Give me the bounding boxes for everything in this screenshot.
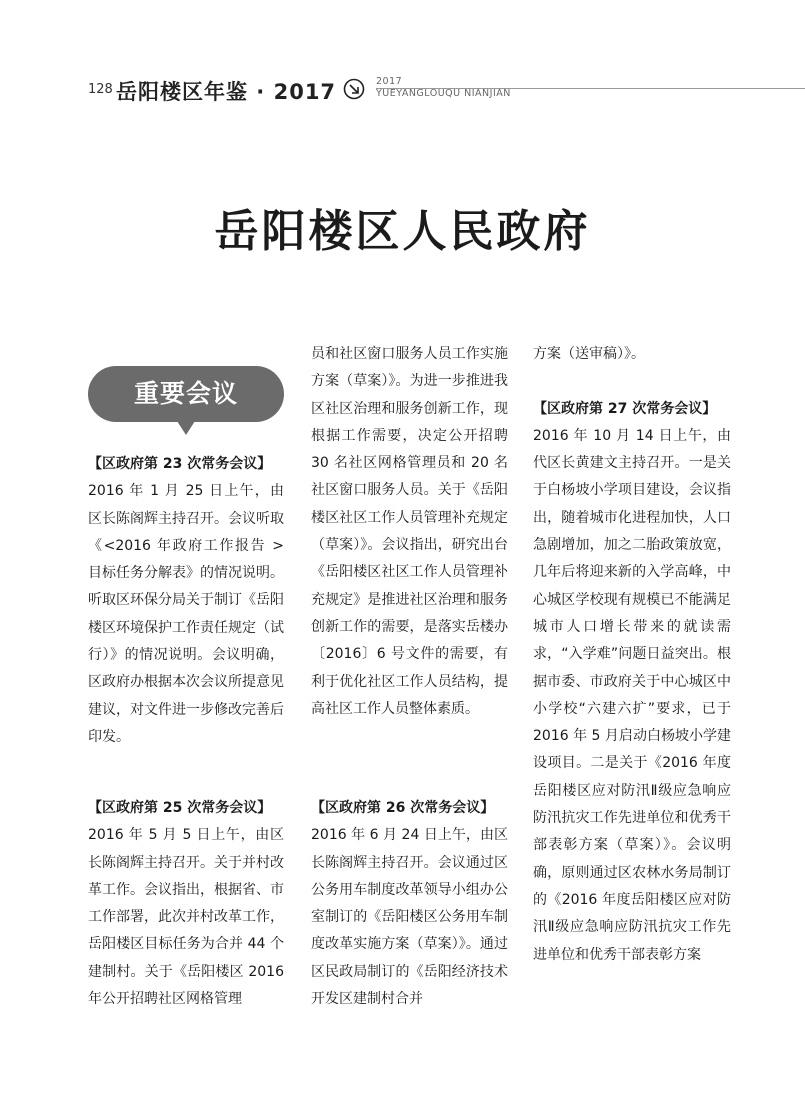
meeting-body: 方案（送审稿）》。 (533, 346, 645, 362)
header-pinyin: YUEYANGLOUQU NIANJIAN (376, 88, 511, 99)
section-label-pointer (177, 421, 195, 435)
paragraph-gap (533, 368, 731, 395)
meeting-body: 2016 年 10 月 14 日上午，由代区长黄建文主持召开。一是关于白杨坡小学项目建设，会议指出，随着城市化进程加快，人口急剧增加，加之二胎政策放宽，几年后将迎来新的入学高峰，中心城区学校现有规模已不能满足城市人口增长带来的就读需求，“入学难”问题日益突出。根据市委、市政府关于中心城区中小学校“六建六扩”要求，已于 2016 年 5 月启动白杨坡小学建设项目。二是关于《2016 年度岳阳楼区应对防汛Ⅱ级应急响应防汛抗灾工作先进单位和优秀干部表彰方案（草案）》。会议明确，原则通过区农林水务局制订的《2016 年度岳阳楼区应对防汛Ⅱ级应急响应防汛抗灾工作先进单位和优秀干部表彰方案 (533, 427, 731, 963)
page-title: 岳阳楼区人民政府 (214, 206, 591, 257)
page-header (0, 74, 805, 110)
header-year: 2017 (376, 76, 403, 87)
meeting-body: 员和社区窗口服务人员工作实施方案（草案）》。为进一步推进我区社区治理和服务创新工作，现根据工作需要，决定公开招聘 30 名社区网格管理员和 20 名社区窗口服务人员。关于《岳阳楼区社区工作人员管理补充规定（草案）》。会议指出，研究出台《岳阳楼区社区工作人员管理补充规定》是推进社区治理和服务创新工作的需要，是落实岳楼办〔2016〕6 号文件的需要，有利于优化社区工作人员结构，提高社区工作人员整体素质。 (311, 346, 508, 717)
meeting-heading: 【区政府第 27 次常务会议】 (533, 400, 717, 417)
text-column-3 (533, 341, 731, 969)
section-label: 重要会议 (88, 366, 284, 422)
text-column-2 (311, 341, 508, 723)
meeting-heading: 【区政府第 25 次常务会议】 (88, 800, 272, 816)
page-number: 128 (88, 82, 113, 97)
meeting-heading: 【区政府第 26 次常务会议】 (311, 800, 495, 816)
meeting-body: 2016 年 6 月 24 日上午，由区长陈阁辉主持召开。会议通过区公务用车制度改革领导小组办公室制订的《岳阳楼区公务用车制度改革实施方案（草案）》。通过区民政局制订的《岳阳经济技术开发区建制村合并 (311, 827, 508, 1008)
book-title: 岳阳楼区年鉴 · 2017 (116, 80, 337, 104)
meeting-heading: 【区政府第 23 次常务会议】 (88, 456, 272, 472)
text-column-1 (88, 451, 284, 751)
meeting-body: 2016 年 1 月 25 日上午，由区长陈阁辉主持召开。会议听取《<2016 年政府工作报告 > 目标任务分解表》的情况说明。听取区环保分局关于制订《岳阳楼区环境保护工作责任规定（试行）》的情况说明。会议明确，区政府办根据本次会议所提意见建议，对文件进一步修改完善后印发。 (88, 483, 284, 745)
arrow-circle-icon (343, 78, 365, 100)
header-rule (376, 88, 805, 89)
meeting-body: 2016 年 5 月 5 日上午，由区长陈阁辉主持召开。关于并村改革工作。会议指出，根据省、市工作部署，此次并村改革工作，岳阳楼区目标任务为合并 44 个建制村。关于《岳阳楼区 2016 年公开招聘社区网格管理 (88, 827, 284, 1008)
text-column-1-lower (88, 795, 284, 1013)
text-column-2-lower (311, 795, 508, 1013)
